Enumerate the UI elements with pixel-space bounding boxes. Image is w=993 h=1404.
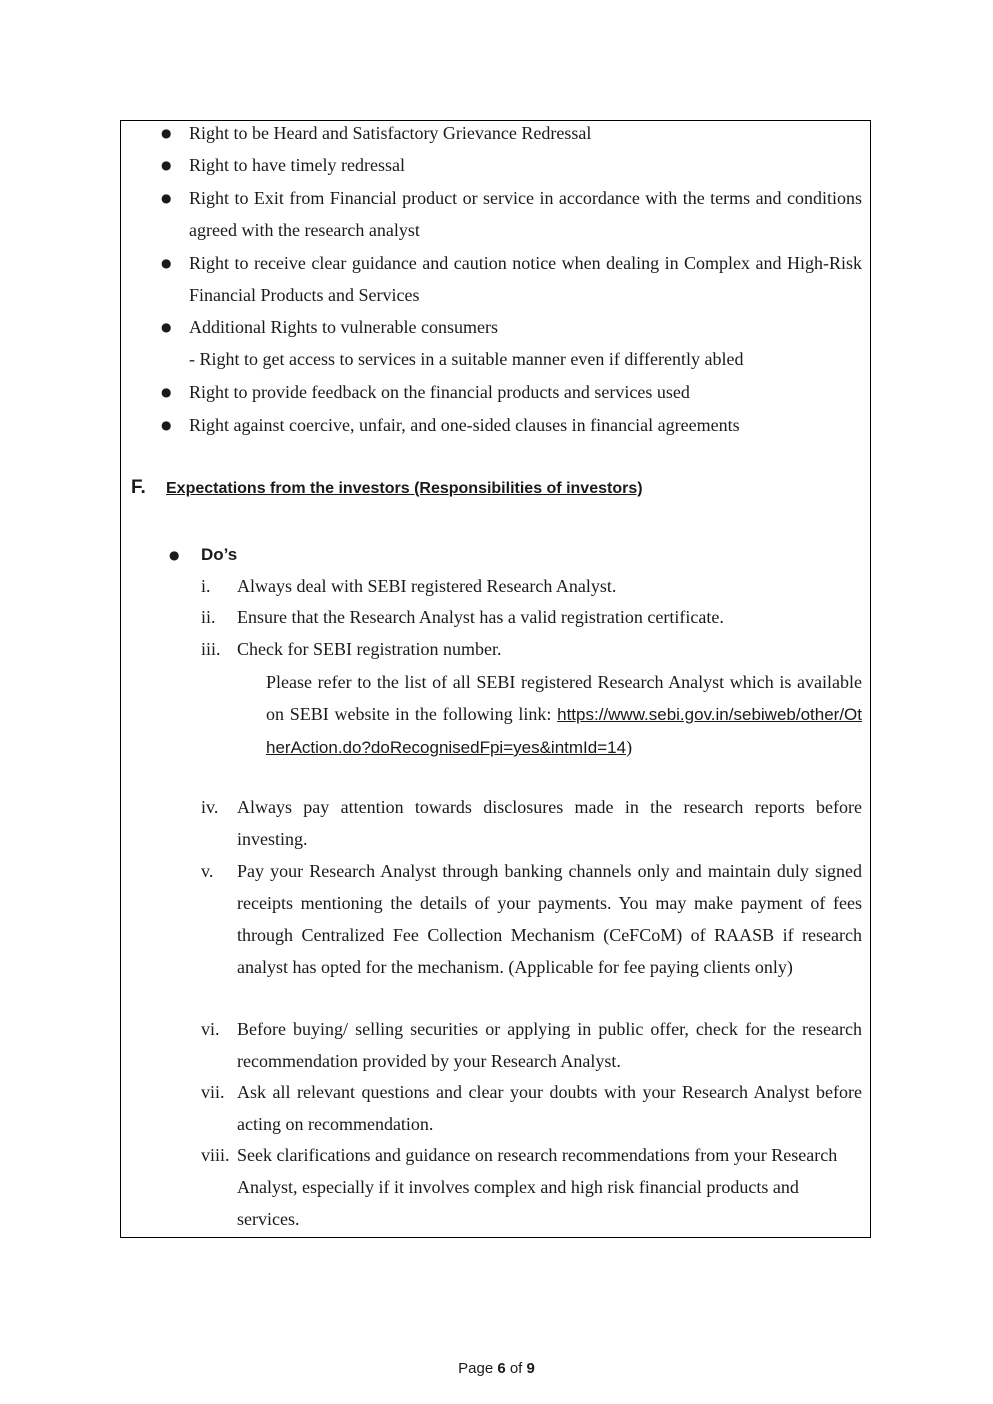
reference-text: Please refer to the list of all SEBI registered Research Analyst which is available on SEBI website in the following link: [266, 672, 862, 724]
bullet-icon: ● [161, 126, 172, 140]
section-title: Expectations from the investors (Responsibilities of investors) [166, 480, 643, 497]
item-number: vi. [201, 1019, 220, 1039]
list-item: Before buying/ selling securities or applying in public offer, check for the research recommendation provided by your Research Analyst. [237, 1019, 862, 1071]
sub-right: - Right to get access to services in a suitable manner even if differently abled [189, 349, 744, 369]
item-number: iv. [201, 797, 219, 817]
total-pages: 9 [526, 1360, 535, 1377]
footer-prefix: Page [458, 1360, 498, 1377]
registry-reference [266, 666, 862, 764]
list-item: Right to provide feedback on the financial products and services used [189, 382, 690, 402]
list-item: Always pay attention towards disclosures made in the research reports before investing. [237, 797, 862, 849]
bullet-icon: ● [169, 548, 180, 562]
section-letter: F. [131, 477, 146, 498]
sebi-registry-link[interactable]: https://www.sebi.gov.in/sebiweb/other/OtherAction.do?doRecognisedFpi=yes&intmId=14 [266, 705, 862, 757]
bullet-icon: ● [161, 320, 172, 334]
list-item: Seek clarifications and guidance on research recommendations from your Research Analyst, especially if it involves complex and high risk financial products and services. [237, 1145, 838, 1229]
bullet-icon: ● [161, 385, 172, 399]
bullet-icon: ● [161, 418, 172, 432]
reference-close: ) [626, 737, 633, 757]
dos-heading: Do’s [201, 545, 238, 564]
list-item: Right to be Heard and Satisfactory Grievance Redressal [189, 123, 592, 143]
bullet-icon: ● [161, 256, 172, 270]
item-number: v. [201, 861, 214, 881]
list-item: Additional Rights to vulnerable consumers [189, 317, 498, 337]
content-box [120, 120, 871, 1238]
current-page: 6 [497, 1360, 506, 1377]
list-item: Right to have timely redressal [189, 155, 405, 175]
item-number: ii. [201, 607, 216, 627]
item-number: vii. [201, 1082, 225, 1102]
item-number: i. [201, 576, 211, 596]
bullet-icon: ● [161, 158, 172, 172]
list-item: Right against coercive, unfair, and one-sided clauses in financial agreements [189, 415, 740, 435]
item-number: viii. [201, 1145, 230, 1165]
list-item: Right to Exit from Financial product or service in accordance with the terms and conditions agreed with the research analyst [189, 188, 862, 240]
list-item: Ask all relevant questions and clear your doubts with your Research Analyst before acting on recommendation. [237, 1082, 862, 1134]
list-item: Always deal with SEBI registered Research Analyst. [237, 576, 617, 596]
bullet-icon: ● [161, 191, 172, 205]
list-item: Pay your Research Analyst through banking channels only and maintain duly signed receipts mentioning the details of your payments. You may make payment of fees through Centralized Fee Collection Mechanism (CeFCoM) of RAASB if research analyst has opted for the mechanism. (Applicable for fee paying clients only) [237, 861, 862, 977]
list-item: Check for SEBI registration number. [237, 639, 502, 659]
page-footer [0, 1358, 993, 1380]
list-item: Right to receive clear guidance and caution notice when dealing in Complex and High-Risk Financial Products and Services [189, 253, 862, 305]
footer-middle: of [505, 1360, 527, 1377]
item-number: iii. [201, 639, 221, 659]
list-item: Ensure that the Research Analyst has a valid registration certificate. [237, 607, 724, 627]
